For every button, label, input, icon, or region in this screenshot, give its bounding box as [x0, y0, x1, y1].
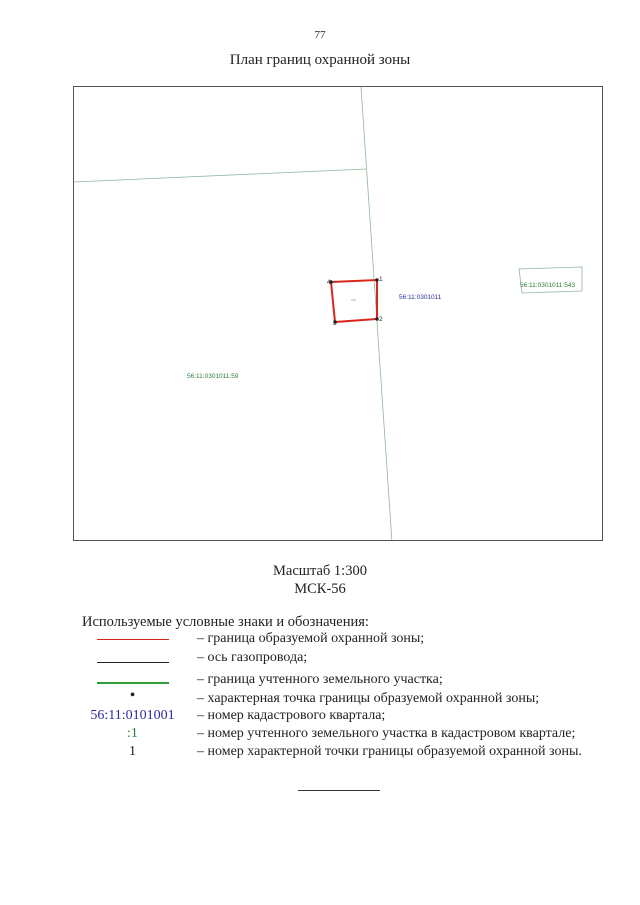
point-1-label: 1	[379, 276, 383, 283]
quarter-number-label: 56:11:0301011	[399, 294, 442, 301]
legend-text: – граница образуемой охранной зоны;	[197, 631, 425, 646]
legend-item-pipeline-axis	[75, 650, 635, 668]
red-line-symbol	[97, 639, 169, 640]
page-number: 77	[314, 29, 326, 41]
legend-item-point	[75, 687, 635, 709]
footer-divider	[298, 790, 380, 791]
legend-text: – номер учтенного земельного участка в кадастровом квартале;	[197, 726, 576, 741]
point-symbol: •	[129, 687, 136, 704]
legend-text: – номер характерной точки границы образуемой охранной зоны.	[197, 744, 582, 759]
quarter-number-symbol: 56:11:0101001	[90, 708, 175, 723]
legend-text: – номер кадастрового квартала;	[197, 708, 386, 723]
boundary-plan-map	[74, 87, 603, 541]
green-line-symbol	[97, 682, 169, 684]
point-2-label: 2	[379, 316, 383, 323]
scale-value: Масштаб 1:300	[273, 563, 367, 579]
legend-item-point-number	[75, 744, 635, 762]
page-title: План границ охранной зоны	[229, 52, 411, 68]
parcel-543-label: 56:11:0301011:543	[520, 282, 576, 289]
coordinate-system: МСК-56	[294, 581, 346, 597]
point-3-label: 3	[333, 320, 337, 327]
legend-title: Используемые условные знаки и обозначения:	[82, 614, 369, 630]
legend-text: – граница учтенного земельного участка;	[197, 672, 443, 687]
map-frame	[73, 86, 603, 541]
parcel-543-boundary	[519, 267, 582, 293]
black-line-symbol	[97, 662, 169, 663]
legend-item-quarter-number	[75, 708, 635, 726]
parcel-boundary-line-top	[74, 169, 366, 182]
point-4-label: 4	[327, 279, 331, 286]
zone-boundary	[331, 280, 377, 322]
parcel-number-symbol: :1	[127, 726, 138, 741]
parcel-59-label: 56:11:0301011:59	[187, 373, 239, 380]
legend-item-zone-boundary	[75, 631, 635, 649]
scale-block	[0, 562, 640, 598]
legend-item-parcel-number	[75, 726, 635, 744]
legend-text: – ось газопровода;	[197, 650, 308, 665]
legend-text: – характерная точка границы образуемой охранной зоны;	[197, 691, 540, 706]
point-number-symbol: 1	[129, 744, 136, 759]
